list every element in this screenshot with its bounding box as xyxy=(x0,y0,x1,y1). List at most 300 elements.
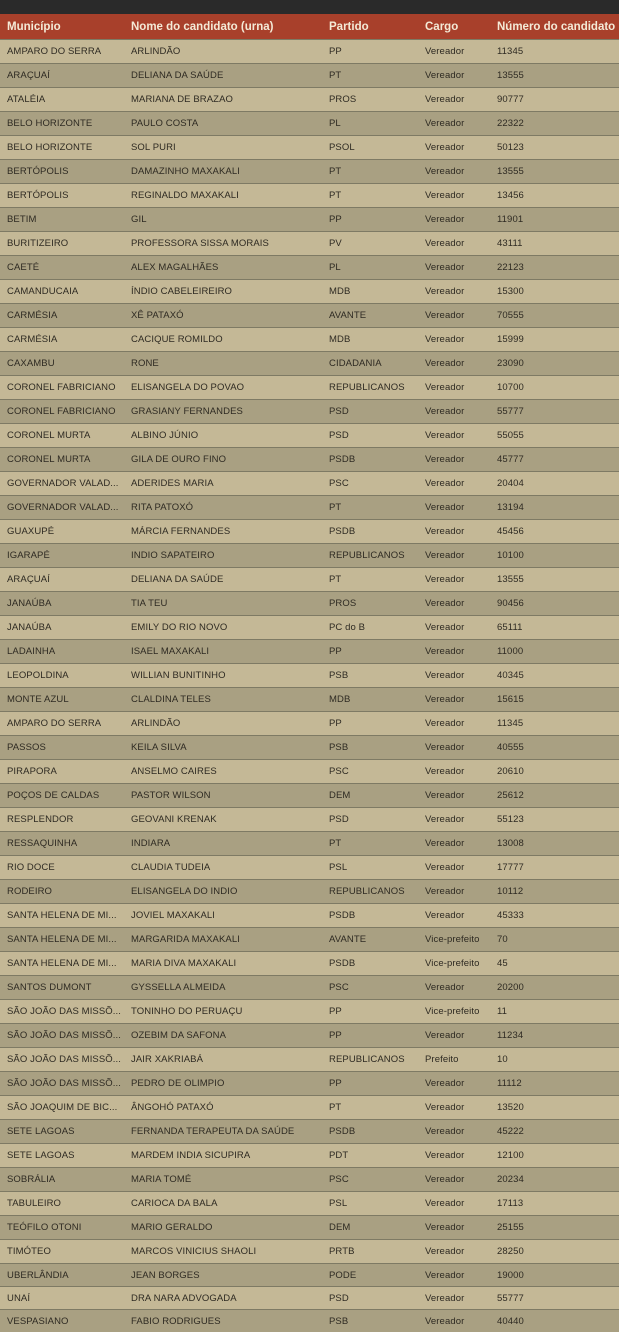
cell-municipio: GUAXUPÉ xyxy=(0,520,124,544)
table-row xyxy=(0,520,619,544)
cell-cargo: Vereador xyxy=(418,1240,490,1264)
cell-municipio: SANTA HELENA DE MI... xyxy=(0,952,124,976)
cell-cargo: Vereador xyxy=(418,544,490,568)
cell-numero-candidato: 10112 xyxy=(490,880,619,904)
cell-municipio: IGARAPÉ xyxy=(0,544,124,568)
cell-nome-candidato: ELISANGELA DO POVAO xyxy=(124,376,322,400)
cell-numero-candidato: 13555 xyxy=(490,160,619,184)
cell-nome-candidato: XÊ PATAXÓ xyxy=(124,304,322,328)
cell-partido: PL xyxy=(322,112,418,136)
cell-municipio: BURITIZEIRO xyxy=(0,232,124,256)
cell-numero-candidato: 17777 xyxy=(490,856,619,880)
cell-municipio: SÃO JOÃO DAS MISSÕ... xyxy=(0,1072,124,1096)
cell-numero-candidato: 55777 xyxy=(490,400,619,424)
cell-nome-candidato: ÍNDIO CABELEIREIRO xyxy=(124,280,322,304)
cell-cargo: Vereador xyxy=(418,472,490,496)
cell-nome-candidato: CLAUDIA TUDEIA xyxy=(124,856,322,880)
cell-municipio: SANTA HELENA DE MI... xyxy=(0,928,124,952)
cell-numero-candidato: 45222 xyxy=(490,1120,619,1144)
cell-numero-candidato: 90456 xyxy=(490,592,619,616)
cell-numero-candidato: 10100 xyxy=(490,544,619,568)
cell-partido: PT xyxy=(322,568,418,592)
cell-numero-candidato: 25155 xyxy=(490,1216,619,1240)
table-row xyxy=(0,280,619,304)
cell-partido: PSD xyxy=(322,808,418,832)
cell-cargo: Vereador xyxy=(418,328,490,352)
top-bar xyxy=(0,0,619,14)
cell-partido: PSDB xyxy=(322,904,418,928)
cell-numero-candidato: 15999 xyxy=(490,328,619,352)
cell-cargo: Vereador xyxy=(418,880,490,904)
header-nome-candidato: Nome do candidato (urna) xyxy=(124,14,322,40)
cell-numero-candidato: 11000 xyxy=(490,640,619,664)
cell-partido: MDB xyxy=(322,328,418,352)
cell-nome-candidato: ARLINDÃO xyxy=(124,40,322,64)
cell-partido: PT xyxy=(322,184,418,208)
table-header xyxy=(0,14,619,40)
table-row xyxy=(0,1144,619,1168)
cell-partido: PSL xyxy=(322,1192,418,1216)
cell-cargo: Vereador xyxy=(418,1287,490,1310)
cell-numero-candidato: 15615 xyxy=(490,688,619,712)
table-row xyxy=(0,208,619,232)
table-row xyxy=(0,40,619,64)
cell-partido: DEM xyxy=(322,784,418,808)
table-row xyxy=(0,184,619,208)
cell-partido: PP xyxy=(322,1072,418,1096)
table-row xyxy=(0,1024,619,1048)
table-row xyxy=(0,88,619,112)
cell-numero-candidato: 15300 xyxy=(490,280,619,304)
cell-cargo: Vereador xyxy=(418,304,490,328)
cell-partido: PSD xyxy=(322,400,418,424)
cell-cargo: Vereador xyxy=(418,1168,490,1192)
cell-cargo: Vereador xyxy=(418,736,490,760)
cell-cargo: Vereador xyxy=(418,448,490,472)
cell-partido: PL xyxy=(322,256,418,280)
table-row xyxy=(0,496,619,520)
cell-numero-candidato: 43111 xyxy=(490,232,619,256)
cell-cargo: Vereador xyxy=(418,856,490,880)
cell-nome-candidato: DELIANA DA SAÚDE xyxy=(124,568,322,592)
cell-numero-candidato: 11234 xyxy=(490,1024,619,1048)
cell-cargo: Vereador xyxy=(418,424,490,448)
header-partido: Partido xyxy=(322,14,418,40)
cell-partido: PT xyxy=(322,496,418,520)
table-row xyxy=(0,640,619,664)
cell-numero-candidato: 13456 xyxy=(490,184,619,208)
cell-partido: PP xyxy=(322,40,418,64)
cell-nome-candidato: KEILA SILVA xyxy=(124,736,322,760)
cell-municipio: VESPASIANO xyxy=(0,1310,124,1332)
table-row xyxy=(0,1000,619,1024)
table-row xyxy=(0,976,619,1000)
cell-numero-candidato: 13008 xyxy=(490,832,619,856)
cell-nome-candidato: TONINHO DO PERUAÇU xyxy=(124,1000,322,1024)
cell-nome-candidato: RITA PATOXÓ xyxy=(124,496,322,520)
cell-cargo: Vereador xyxy=(418,904,490,928)
cell-municipio: GOVERNADOR VALAD... xyxy=(0,496,124,520)
table-row xyxy=(0,952,619,976)
table-row xyxy=(0,424,619,448)
cell-nome-candidato: ARLINDÃO xyxy=(124,712,322,736)
cell-cargo: Vereador xyxy=(418,208,490,232)
cell-numero-candidato: 40345 xyxy=(490,664,619,688)
cell-nome-candidato: INDIO SAPATEIRO xyxy=(124,544,322,568)
cell-partido: AVANTE xyxy=(322,304,418,328)
table-row xyxy=(0,712,619,736)
cell-nome-candidato: CLALDINA TELES xyxy=(124,688,322,712)
cell-numero-candidato: 55123 xyxy=(490,808,619,832)
header-cargo: Cargo xyxy=(418,14,490,40)
cell-nome-candidato: MARCOS VINICIUS SHAOLI xyxy=(124,1240,322,1264)
cell-municipio: CORONEL FABRICIANO xyxy=(0,376,124,400)
cell-nome-candidato: ISAEL MAXAKALI xyxy=(124,640,322,664)
cell-municipio: CORONEL MURTA xyxy=(0,424,124,448)
cell-numero-candidato: 22123 xyxy=(490,256,619,280)
table-row xyxy=(0,1168,619,1192)
table-row xyxy=(0,1048,619,1072)
cell-partido: AVANTE xyxy=(322,928,418,952)
cell-nome-candidato: ALEX MAGALHÃES xyxy=(124,256,322,280)
cell-cargo: Vereador xyxy=(418,832,490,856)
table-row xyxy=(0,472,619,496)
table-row xyxy=(0,112,619,136)
cell-numero-candidato: 10 xyxy=(490,1048,619,1072)
cell-partido: PC do B xyxy=(322,616,418,640)
cell-partido: MDB xyxy=(322,280,418,304)
cell-nome-candidato: INDIARA xyxy=(124,832,322,856)
cell-cargo: Vice-prefeito xyxy=(418,928,490,952)
cell-municipio: AMPARO DO SERRA xyxy=(0,40,124,64)
cell-nome-candidato: OZEBIM DA SAFONA xyxy=(124,1024,322,1048)
cell-cargo: Vereador xyxy=(418,160,490,184)
cell-cargo: Vereador xyxy=(418,1096,490,1120)
cell-numero-candidato: 20234 xyxy=(490,1168,619,1192)
table-row xyxy=(0,1120,619,1144)
cell-nome-candidato: GYSSELLA ALMEIDA xyxy=(124,976,322,1000)
cell-municipio: RODEIRO xyxy=(0,880,124,904)
cell-cargo: Vereador xyxy=(418,496,490,520)
cell-municipio: JANAÚBA xyxy=(0,616,124,640)
table-row xyxy=(0,808,619,832)
cell-cargo: Vereador xyxy=(418,232,490,256)
cell-municipio: BERTÓPOLIS xyxy=(0,160,124,184)
cell-numero-candidato: 70 xyxy=(490,928,619,952)
cell-partido: PROS xyxy=(322,592,418,616)
cell-partido: PSC xyxy=(322,472,418,496)
cell-nome-candidato: GILA DE OURO FINO xyxy=(124,448,322,472)
table-row xyxy=(0,304,619,328)
cell-municipio: CARMÉSIA xyxy=(0,304,124,328)
cell-partido: PDT xyxy=(322,1144,418,1168)
cell-municipio: CORONEL MURTA xyxy=(0,448,124,472)
table-row xyxy=(0,136,619,160)
cell-municipio: BETIM xyxy=(0,208,124,232)
cell-nome-candidato: DRA NARA ADVOGADA xyxy=(124,1287,322,1310)
cell-numero-candidato: 13555 xyxy=(490,64,619,88)
cell-partido: PSC xyxy=(322,976,418,1000)
table-row xyxy=(0,928,619,952)
cell-partido: PSDB xyxy=(322,952,418,976)
cell-nome-candidato: CARIOCA DA BALA xyxy=(124,1192,322,1216)
cell-nome-candidato: PAULO COSTA xyxy=(124,112,322,136)
cell-municipio: PASSOS xyxy=(0,736,124,760)
table-row xyxy=(0,664,619,688)
cell-partido: PODE xyxy=(322,1264,418,1287)
cell-cargo: Vereador xyxy=(418,112,490,136)
cell-numero-candidato: 17113 xyxy=(490,1192,619,1216)
cell-numero-candidato: 13555 xyxy=(490,568,619,592)
cell-nome-candidato: DAMAZINHO MAXAKALI xyxy=(124,160,322,184)
cell-municipio: RESPLENDOR xyxy=(0,808,124,832)
cell-nome-candidato: ADERIDES MARIA xyxy=(124,472,322,496)
cell-nome-candidato: MARDEM INDIA SICUPIRA xyxy=(124,1144,322,1168)
cell-partido: PRTB xyxy=(322,1240,418,1264)
table-row xyxy=(0,688,619,712)
cell-numero-candidato: 28250 xyxy=(490,1240,619,1264)
cell-numero-candidato: 70555 xyxy=(490,304,619,328)
cell-partido: REPUBLICANOS xyxy=(322,376,418,400)
table-row xyxy=(0,1264,619,1287)
cell-cargo: Vereador xyxy=(418,1120,490,1144)
cell-municipio: GOVERNADOR VALAD... xyxy=(0,472,124,496)
cell-cargo: Vereador xyxy=(418,352,490,376)
cell-cargo: Vereador xyxy=(418,400,490,424)
cell-partido: PSD xyxy=(322,1287,418,1310)
table-row xyxy=(0,1096,619,1120)
cell-municipio: AMPARO DO SERRA xyxy=(0,712,124,736)
cell-nome-candidato: CACIQUE ROMILDO xyxy=(124,328,322,352)
cell-cargo: Vereador xyxy=(418,1144,490,1168)
cell-cargo: Vice-prefeito xyxy=(418,952,490,976)
cell-partido: PP xyxy=(322,1024,418,1048)
table-row xyxy=(0,448,619,472)
cell-numero-candidato: 45456 xyxy=(490,520,619,544)
cell-municipio: UNAÍ xyxy=(0,1287,124,1310)
cell-partido: REPUBLICANOS xyxy=(322,544,418,568)
cell-municipio: SOBRÁLIA xyxy=(0,1168,124,1192)
cell-cargo: Vereador xyxy=(418,88,490,112)
cell-partido: CIDADANIA xyxy=(322,352,418,376)
cell-municipio: ARAÇUAÍ xyxy=(0,568,124,592)
cell-numero-candidato: 23090 xyxy=(490,352,619,376)
cell-cargo: Prefeito xyxy=(418,1048,490,1072)
cell-numero-candidato: 13520 xyxy=(490,1096,619,1120)
cell-numero-candidato: 20610 xyxy=(490,760,619,784)
table-row xyxy=(0,544,619,568)
cell-cargo: Vereador xyxy=(418,664,490,688)
cell-nome-candidato: FABIO RODRIGUES xyxy=(124,1310,322,1332)
cell-municipio: TIMÓTEO xyxy=(0,1240,124,1264)
cell-cargo: Vereador xyxy=(418,1072,490,1096)
cell-numero-candidato: 20404 xyxy=(490,472,619,496)
cell-nome-candidato: MARIA DIVA MAXAKALI xyxy=(124,952,322,976)
cell-nome-candidato: JEAN BORGES xyxy=(124,1264,322,1287)
cell-numero-candidato: 55777 xyxy=(490,1287,619,1310)
cell-cargo: Vereador xyxy=(418,784,490,808)
cell-partido: PSC xyxy=(322,760,418,784)
cell-municipio: SETE LAGOAS xyxy=(0,1144,124,1168)
table-row xyxy=(0,376,619,400)
cell-municipio: TEÓFILO OTONI xyxy=(0,1216,124,1240)
cell-cargo: Vereador xyxy=(418,688,490,712)
cell-partido: PSDB xyxy=(322,448,418,472)
cell-partido: PP xyxy=(322,712,418,736)
table-row xyxy=(0,568,619,592)
header-numero-candidato: Número do candidato xyxy=(490,14,619,40)
cell-numero-candidato: 45777 xyxy=(490,448,619,472)
cell-municipio: SÃO JOÃO DAS MISSÕ... xyxy=(0,1048,124,1072)
cell-municipio: CORONEL FABRICIANO xyxy=(0,400,124,424)
cell-partido: REPUBLICANOS xyxy=(322,880,418,904)
cell-nome-candidato: FERNANDA TERAPEUTA DA SAÚDE xyxy=(124,1120,322,1144)
cell-municipio: LADAINHA xyxy=(0,640,124,664)
cell-nome-candidato: RONE xyxy=(124,352,322,376)
cell-municipio: UBERLÂNDIA xyxy=(0,1264,124,1287)
cell-nome-candidato: JAIR XAKRIABÁ xyxy=(124,1048,322,1072)
cell-nome-candidato: REGINALDO MAXAKALI xyxy=(124,184,322,208)
cell-numero-candidato: 90777 xyxy=(490,88,619,112)
cell-nome-candidato: MARIO GERALDO xyxy=(124,1216,322,1240)
cell-nome-candidato: SOL PURI xyxy=(124,136,322,160)
table-row xyxy=(0,1192,619,1216)
cell-cargo: Vereador xyxy=(418,1192,490,1216)
cell-partido: PP xyxy=(322,640,418,664)
cell-numero-candidato: 25612 xyxy=(490,784,619,808)
cell-numero-candidato: 22322 xyxy=(490,112,619,136)
cell-cargo: Vereador xyxy=(418,520,490,544)
table-row xyxy=(0,256,619,280)
cell-numero-candidato: 19000 xyxy=(490,1264,619,1287)
cell-municipio: JANAÚBA xyxy=(0,592,124,616)
table-row xyxy=(0,904,619,928)
cell-nome-candidato: ALBINO JÚNIO xyxy=(124,424,322,448)
cell-numero-candidato: 65111 xyxy=(490,616,619,640)
table-row xyxy=(0,1240,619,1264)
cell-partido: PSB xyxy=(322,664,418,688)
cell-partido: REPUBLICANOS xyxy=(322,1048,418,1072)
cell-numero-candidato: 45 xyxy=(490,952,619,976)
cell-partido: PSOL xyxy=(322,136,418,160)
cell-partido: PP xyxy=(322,1000,418,1024)
cell-numero-candidato: 13194 xyxy=(490,496,619,520)
cell-municipio: CAXAMBU xyxy=(0,352,124,376)
cell-partido: PROS xyxy=(322,88,418,112)
cell-nome-candidato: ELISANGELA DO INDIO xyxy=(124,880,322,904)
header-row xyxy=(0,14,619,40)
cell-partido: PP xyxy=(322,208,418,232)
cell-nome-candidato: MARGARIDA MAXAKALI xyxy=(124,928,322,952)
cell-numero-candidato: 11 xyxy=(490,1000,619,1024)
cell-municipio: CAETÉ xyxy=(0,256,124,280)
cell-numero-candidato: 10700 xyxy=(490,376,619,400)
cell-partido: MDB xyxy=(322,688,418,712)
table-row xyxy=(0,1287,619,1310)
cell-numero-candidato: 40440 xyxy=(490,1310,619,1332)
cell-cargo: Vereador xyxy=(418,1264,490,1287)
cell-nome-candidato: PROFESSORA SISSA MORAIS xyxy=(124,232,322,256)
cell-partido: PT xyxy=(322,1096,418,1120)
cell-partido: DEM xyxy=(322,1216,418,1240)
cell-partido: PSDB xyxy=(322,1120,418,1144)
cell-numero-candidato: 55055 xyxy=(490,424,619,448)
cell-cargo: Vereador xyxy=(418,280,490,304)
cell-nome-candidato: WILLIAN BUNITINHO xyxy=(124,664,322,688)
cell-cargo: Vereador xyxy=(418,976,490,1000)
cell-municipio: SÃO JOÃO DAS MISSÕ... xyxy=(0,1000,124,1024)
cell-municipio: CARMÉSIA xyxy=(0,328,124,352)
cell-nome-candidato: PASTOR WILSON xyxy=(124,784,322,808)
table-row xyxy=(0,736,619,760)
cell-cargo: Vereador xyxy=(418,1024,490,1048)
cell-nome-candidato: EMILY DO RIO NOVO xyxy=(124,616,322,640)
cell-cargo: Vereador xyxy=(418,40,490,64)
cell-municipio: RIO DOCE xyxy=(0,856,124,880)
cell-partido: PSD xyxy=(322,424,418,448)
cell-cargo: Vereador xyxy=(418,712,490,736)
cell-partido: PSB xyxy=(322,736,418,760)
cell-municipio: BELO HORIZONTE xyxy=(0,112,124,136)
cell-municipio: SETE LAGOAS xyxy=(0,1120,124,1144)
cell-municipio: POÇOS DE CALDAS xyxy=(0,784,124,808)
cell-municipio: BELO HORIZONTE xyxy=(0,136,124,160)
header-municipio: Município xyxy=(0,14,124,40)
table-row xyxy=(0,232,619,256)
cell-partido: PSB xyxy=(322,1310,418,1332)
cell-numero-candidato: 12100 xyxy=(490,1144,619,1168)
cell-cargo: Vereador xyxy=(418,568,490,592)
cell-numero-candidato: 45333 xyxy=(490,904,619,928)
cell-numero-candidato: 20200 xyxy=(490,976,619,1000)
cell-nome-candidato: DELIANA DA SAÚDE xyxy=(124,64,322,88)
cell-nome-candidato: TIA TEU xyxy=(124,592,322,616)
table-row xyxy=(0,832,619,856)
cell-numero-candidato: 50123 xyxy=(490,136,619,160)
cell-nome-candidato: GRASIANY FERNANDES xyxy=(124,400,322,424)
cell-numero-candidato: 40555 xyxy=(490,736,619,760)
cell-numero-candidato: 11112 xyxy=(490,1072,619,1096)
cell-cargo: Vice-prefeito xyxy=(418,1000,490,1024)
cell-municipio: ATALÉIA xyxy=(0,88,124,112)
cell-partido: PT xyxy=(322,160,418,184)
cell-cargo: Vereador xyxy=(418,808,490,832)
cell-cargo: Vereador xyxy=(418,376,490,400)
table-row xyxy=(0,880,619,904)
cell-numero-candidato: 11901 xyxy=(490,208,619,232)
cell-cargo: Vereador xyxy=(418,64,490,88)
cell-nome-candidato: JOVIEL MAXAKALI xyxy=(124,904,322,928)
cell-municipio: MONTE AZUL xyxy=(0,688,124,712)
table-row xyxy=(0,616,619,640)
table-row xyxy=(0,64,619,88)
candidates-table xyxy=(0,14,619,1332)
table-row xyxy=(0,400,619,424)
cell-cargo: Vereador xyxy=(418,256,490,280)
cell-nome-candidato: MARIANA DE BRAZAO xyxy=(124,88,322,112)
table-row xyxy=(0,1072,619,1096)
table-row xyxy=(0,1216,619,1240)
cell-cargo: Vereador xyxy=(418,616,490,640)
cell-cargo: Vereador xyxy=(418,136,490,160)
cell-partido: PV xyxy=(322,232,418,256)
cell-nome-candidato: PEDRO DE OLIMPIO xyxy=(124,1072,322,1096)
cell-municipio: BERTÓPOLIS xyxy=(0,184,124,208)
cell-municipio: SÃO JOÃO DAS MISSÕ... xyxy=(0,1024,124,1048)
table-row xyxy=(0,856,619,880)
cell-nome-candidato: ANSELMO CAIRES xyxy=(124,760,322,784)
cell-nome-candidato: MÁRCIA FERNANDES xyxy=(124,520,322,544)
